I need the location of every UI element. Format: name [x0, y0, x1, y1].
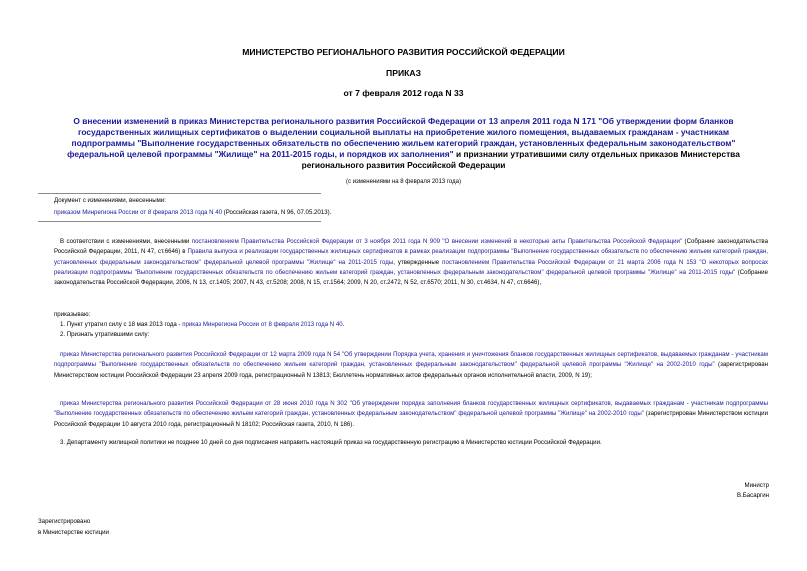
- preamble-paragraph: [54, 237, 768, 288]
- order-word: приказываю:: [54, 311, 91, 318]
- repealed-1-link[interactable]: приказ Министерства регионального развития Российской Федерации от 12 марта 2009 года N 54 "Об утверждении Порядка учета, хранения и уничтожения бланков государственных жилищных сертификатов, выдаваемых гражданам - участникам подпрограммы "Выполнение государственных обязательств по обеспечению жильем категорий граждан, установленных федеральным законодательством" федеральной целевой программы "Жилище" на 2002-2010 годы": [54, 351, 768, 369]
- signature-role: Министр: [744, 482, 769, 489]
- divider-bottom: [38, 221, 321, 222]
- date-number-heading: от 7 февраля 2012 года N 33: [343, 88, 464, 98]
- repealed-2-text: (зарегистрирован Министерством юстиции Российской Федерации 10 августа 2010 года, регистрационный N 18102; Российская газета, 2010, N 186).: [54, 410, 768, 428]
- item-1: [60, 320, 344, 330]
- item-1-end: .: [342, 321, 345, 328]
- preamble-link-2[interactable]: Правила выпуска и реализации государственных жилищных сертификатов в рамках реализации подпрограммы "Выполнение государственных обязательств по обеспечению жильем категорий граждан, установленных федеральным законодательством" федеральной целевой программы "Жилище" на 2011-2015 годы: [54, 248, 768, 266]
- changes-line: [54, 208, 331, 218]
- repealed-2-link[interactable]: приказ Министерства регионального развития Российской Федерации от 28 июня 2010 года N 302 "Об утверждении порядка заполнения бланков государственных жилищных сертификатов, выдаваемых гражданам - участникам подпрограммы "Выполнение государственных обязательств по обеспечению жильем категорий граждан, установленных федеральным законодательством" федеральной целевой программы "Жилище" на 2002-2010 годы": [54, 400, 768, 418]
- registration-line-2: в Министерстве юстиции: [38, 529, 109, 536]
- item-3: 3. Департаменту жилищной политики не позднее 10 дней со дня подписания направить настоящий приказ на государственную регистрацию в Министерство юстиции Российской Федерации.: [60, 439, 602, 446]
- registration-line-1: Зарегистрировано: [38, 518, 91, 525]
- preamble-text-3: , утвержденные: [393, 258, 443, 266]
- title-tail: и признании утратившими силу отдельных приказов Министерства регионального развития Российской Федерации: [301, 148, 740, 170]
- item-1-text: 1. Пункт утратил силу с 18 мая 2013 года -: [60, 321, 183, 328]
- changes-label: Документ с изменениями, внесенными:: [54, 197, 166, 204]
- doc-type-heading: ПРИКАЗ: [386, 68, 421, 78]
- repealed-order-2: [54, 399, 768, 430]
- revision-note: (с изменениями на 8 февраля 2013 года): [346, 179, 461, 185]
- item-2: 2. Признать утратившими силу:: [60, 331, 150, 338]
- preamble-text-1: В соответствии с изменениями, внесенными: [60, 238, 192, 245]
- preamble-link-1[interactable]: постановлением Правительства Российской Федерации от 3 ноября 2011 года N 909 "О внесении изменений в некоторые акты Правительства Российской Федерации": [191, 238, 683, 245]
- preamble-text-4: (Собрание законодательства Российской Федерации, 2006, N 13, ст.1405; 2007, N 43, ст.5208; 2008, N 15, ст.1564; 2009, N 20, ст.2472, N 52, ст.6570; 2011, N 30, ст.4634, N 47, ст.6646),: [54, 268, 768, 287]
- document-title: [50, 116, 757, 171]
- preamble-text-2: (Собрание законодательства Российской Федерации, 2011, N 47, ст.6646) в: [54, 238, 768, 256]
- changes-source: (Российская газета, N 96, 07.05.2013).: [221, 209, 332, 216]
- repealed-order-1: [54, 350, 768, 381]
- item-1-link[interactable]: приказ Минрегиона России от 8 февраля 2013 года N 40: [182, 321, 343, 328]
- ministry-heading: МИНИСТЕРСТВО РЕГИОНАЛЬНОГО РАЗВИТИЯ РОССИЙСКОЙ ФЕДЕРАЦИИ: [242, 47, 565, 57]
- changes-link[interactable]: приказом Минрегиона России от 8 февраля 2013 года N 40: [54, 209, 222, 216]
- repealed-1-text: (зарегистрирован Министерством юстиции Российской Федерации 23 апреля 2009 года, регистрационный N 13813; Бюллетень нормативных актов федеральных органов исполнительной власти, 2009, N 19);: [54, 361, 768, 379]
- signature-name: В.Басаргин: [737, 492, 769, 499]
- divider-top: [38, 193, 321, 194]
- title-link[interactable]: О внесении изменений в приказ Министерства регионального развития Российской Федерации от 13 апреля 2011 года N 171 "Об утверждении форм бланков государственных жилищных сертификатов о выделении социальной выплаты на приобретение жилого помещения, выдаваемых гражданам - участникам подпрограммы "Выполнение государственных обязательств по обеспечению жильем категорий граждан, установленных федеральным законодательством" федеральной целевой программы "Жилище" на 2011-2015 годы, и порядков их заполнения": [67, 116, 736, 159]
- preamble-link-3[interactable]: постановлением Правительства Российской Федерации от 21 марта 2006 года N 153 "О некоторых вопросах реализации подпрограммы "Выполнение государственных обязательств по обеспечению жильем категорий граждан, установленных федеральным законодательством" федеральной целевой программы "Жилище" на 2011-2015 годы": [54, 258, 769, 276]
